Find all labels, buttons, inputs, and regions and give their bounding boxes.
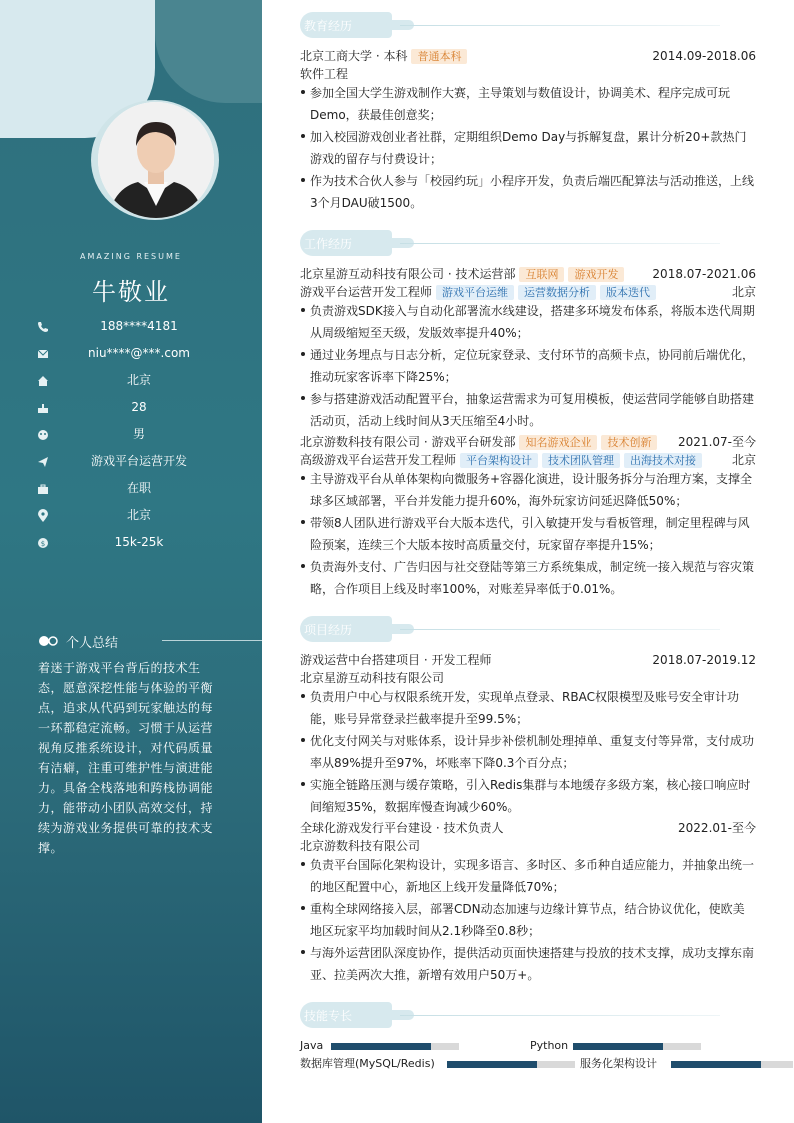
project-org: 北京星游互动科技有限公司 xyxy=(300,671,445,685)
industry-tag: 游戏开发 xyxy=(568,267,624,282)
list-item: 带领8人团队进行游戏平台大版本迭代，引入敏捷开发与看板管理，制定里程碑与风险预案，连续三个大版本按时高质量交付，玩家留存率提升15%； xyxy=(300,512,756,556)
job-position: 高级游戏平台运营开发工程师 xyxy=(300,453,457,467)
project-org: 北京游数科技有限公司 xyxy=(300,839,421,853)
info-text: 北京 xyxy=(126,508,151,522)
list-item: 负责海外支付、广告归因与社交登陆等第三方系统集成，制定统一接入规范与容灾策略，合作项目上线及时率100%，对账差异率低于0.01%。 xyxy=(300,556,756,600)
job-header xyxy=(300,266,756,282)
job-dates: 2021.07-至今 xyxy=(678,435,756,449)
sidebar xyxy=(0,0,262,1123)
skill-tag: 游戏平台运维 xyxy=(436,285,514,300)
info-salary xyxy=(36,534,226,550)
decorative-shape xyxy=(155,0,262,103)
list-item: 主导游戏平台从单体架构向微服务+容器化演进，设计服务拆分与治理方案，支撑全球多区域部署，平台并发能力提升60%，海外玩家访问延迟降低50%； xyxy=(300,468,756,512)
industry-tag: 技术创新 xyxy=(601,435,657,450)
project-header xyxy=(300,820,756,836)
job-bullets xyxy=(300,468,756,600)
project-name: 游戏运营中台搭建项目 · 开发工程师 xyxy=(300,653,492,667)
info-text: 男 xyxy=(132,427,145,441)
list-item: 通过业务埋点与日志分析，定位玩家登录、支付环节的高频卡点，协同前后端优化，推动玩家客诉率下降25%； xyxy=(300,344,756,388)
project-bullets xyxy=(300,686,756,818)
list-item: 负责平台国际化架构设计，实现多语言、多时区、多币种自适应能力，并抽象出统一的地区配置中心，新地区上线开发量降低70%； xyxy=(300,854,756,898)
list-item: 加入校园游戏创业者社群，定期组织Demo Day与拆解复盘，累计分析20+款热门游戏的留存与付费设计； xyxy=(300,126,756,170)
degree-tag: 普通本科 xyxy=(411,49,467,64)
info-status xyxy=(36,480,226,496)
summary-text: 着迷于游戏平台背后的技术生态，愿意深挖性能与体验的平衡点，追求从代码到玩家触达的每一环都稳定流畅。习惯于从运营视角反推系统设计，对代码质量有洁癖，注重可维护性与演进能力。具备全栈落地和跨栈协调能力，能带动小团队高效交付，持续为游戏业务提供可靠的技术支撑。 xyxy=(38,661,214,855)
skill-name: 服务化架构设计 xyxy=(580,1057,657,1070)
info-text: 北京 xyxy=(126,373,151,387)
skill-tag: 平台架构设计 xyxy=(460,453,538,468)
list-item: 负责游戏SDK接入与自动化部署流水线建设，搭建多环境发布体系，将版本迭代周期从周级缩短至天级，发版效率提升40%； xyxy=(300,300,756,344)
info-text: 在职 xyxy=(126,481,151,495)
section-title: 教育经历 xyxy=(303,19,352,33)
section-header-education xyxy=(300,12,730,38)
info-target-city xyxy=(36,507,226,523)
skill-bar-fill xyxy=(573,1043,663,1050)
list-item: 重构全球网络接入层，部署CDN动态加速与边缘计算节点，结合协议优化，使欧美地区玩家平均加载时间从2.1秒降至0.8秒； xyxy=(300,898,756,942)
section-title: 工作经历 xyxy=(303,237,352,251)
skill-bar-fill xyxy=(447,1061,537,1068)
info-text: niu****@***.com xyxy=(88,346,190,360)
section-header-work xyxy=(300,230,730,256)
job-city: 北京 xyxy=(731,285,756,299)
svg-text:$: $ xyxy=(40,540,46,548)
divider xyxy=(162,640,262,641)
section-title: 技能专长 xyxy=(303,1009,352,1023)
education-header xyxy=(300,48,756,64)
project-name: 全球化游戏发行平台建设 · 技术负责人 xyxy=(300,821,504,835)
section-header-projects xyxy=(300,616,730,642)
job-position-row xyxy=(300,284,756,300)
list-item: 实施全链路压测与缓存策略，引入Redis集群与本地缓存多级方案，核心接口响应时间缩短35%，数据库慢查询减少60%。 xyxy=(300,774,756,818)
project-dates: 2022.01-至今 xyxy=(678,821,756,835)
section-header-skills xyxy=(300,1002,730,1028)
project-bullets xyxy=(300,854,756,986)
list-item: 作为技术合伙人参与「校园约玩」小程序开发，负责后端匹配算法与活动推送，上线3个月DAU破1500。 xyxy=(300,170,756,214)
skill-name: Java xyxy=(300,1039,324,1052)
skill-tag: 版本迭代 xyxy=(600,285,656,300)
skill-bar xyxy=(331,1043,459,1050)
school-name: 北京工商大学 · 本科 xyxy=(300,49,408,63)
info-target-position xyxy=(36,453,226,469)
info-text: 游戏平台运营开发 xyxy=(90,454,187,468)
info-age xyxy=(36,399,226,415)
info-text: 15k-25k xyxy=(114,535,164,549)
section-title: 项目经历 xyxy=(303,623,352,637)
info-text: 28 xyxy=(131,400,147,414)
job-header xyxy=(300,434,756,450)
job-bullets xyxy=(300,300,756,432)
info-hometown xyxy=(36,372,226,388)
project-header xyxy=(300,652,756,668)
company-name: 北京游数科技有限公司 · 游戏平台研发部 xyxy=(300,435,516,449)
project-dates: 2018.07-2019.12 xyxy=(652,653,756,667)
summary-title: 个人总结 xyxy=(66,636,119,651)
skill-item xyxy=(300,1039,460,1053)
job-position: 游戏平台运营开发工程师 xyxy=(300,285,433,299)
job-dates: 2018.07-2021.06 xyxy=(652,267,756,281)
skill-item xyxy=(530,1039,702,1053)
list-item: 负责用户中心与权限系统开发，实现单点登录、RBAC权限模型及账号安全审计功能，账号异常登录拦截率提升至99.5%； xyxy=(300,686,756,730)
info-phone xyxy=(36,318,226,334)
job-city: 北京 xyxy=(731,453,756,467)
education-major: 软件工程 xyxy=(300,67,349,81)
industry-tag: 知名游戏企业 xyxy=(519,435,597,450)
education-dates: 2014.09-2018.06 xyxy=(652,49,756,63)
list-item: 参与搭建游戏活动配置平台，抽象运营需求为可复用模板，使运营同学能够自助搭建活动页，活动上线时间从3天压缩至4小时。 xyxy=(300,388,756,432)
info-gender xyxy=(36,426,226,442)
skill-bar xyxy=(573,1043,701,1050)
summary-heading xyxy=(38,632,228,650)
info-email xyxy=(36,345,226,361)
skill-tag: 技术团队管理 xyxy=(542,453,620,468)
skill-name: Python xyxy=(530,1039,569,1052)
info-text: 188****4181 xyxy=(100,319,178,333)
avatar xyxy=(98,102,214,218)
skill-item xyxy=(300,1057,576,1071)
resume-brand: AMAZING RESUME xyxy=(80,252,182,261)
skill-bar-fill xyxy=(671,1061,761,1068)
list-item: 优化支付网关与对账体系，设计异步补偿机制处理掉单、重复支付等异常，支付成功率从89%提升至97%，坏账率下降0.3个百分点； xyxy=(300,730,756,774)
industry-tag: 互联网 xyxy=(519,267,564,282)
skill-bar xyxy=(447,1061,575,1068)
skill-tag: 运营数据分析 xyxy=(518,285,596,300)
skill-bar xyxy=(671,1061,793,1068)
candidate-name: 牛敬业 xyxy=(92,278,170,306)
skill-item xyxy=(580,1057,794,1071)
list-item: 与海外运营团队深度协作，提供活动页面快速搭建与投放的技术支撑，成功支撑东南亚、拉美两次大推，新增有效用户50万+。 xyxy=(300,942,756,986)
skill-bar-fill xyxy=(331,1043,431,1050)
dots-icon xyxy=(38,635,60,647)
education-bullets xyxy=(300,82,756,214)
list-item: 参加全国大学生游戏制作大赛，主导策划与数值设计，协调美术、程序完成可玩Demo，获最佳创意奖； xyxy=(300,82,756,126)
skill-tag: 出海技术对接 xyxy=(624,453,702,468)
skill-name: 数据库管理(MySQL/Redis) xyxy=(300,1057,435,1070)
company-name: 北京星游互动科技有限公司 · 技术运营部 xyxy=(300,267,516,281)
job-position-row xyxy=(300,452,756,468)
